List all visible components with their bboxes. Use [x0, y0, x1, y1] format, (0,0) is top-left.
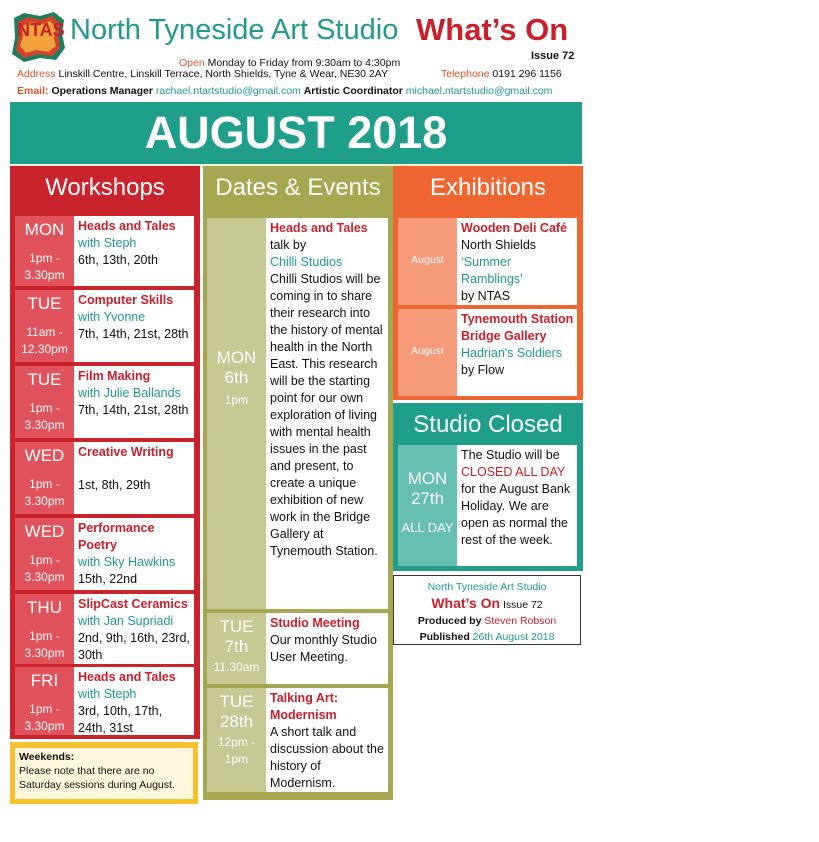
closed-text: The Studio will be CLOSED ALL DAY for the August Bank Holiday. We are open as normal the rest of the week. [461, 448, 571, 547]
ops-manager-label: Operations Manager [51, 85, 153, 97]
event-text: Studio Meeting Our monthly Studio User Meeting. [270, 616, 377, 664]
events-column [203, 166, 393, 800]
studio-name: North Tyneside Art Studio [70, 14, 399, 46]
address-label: Address [17, 68, 56, 80]
telephone-text: 0191 296 1156 [492, 68, 562, 80]
event-card [207, 218, 388, 609]
workshop-day: THU 1pm - 3.30pm [15, 594, 74, 664]
open-label: Open [179, 57, 205, 69]
workshop-day: TUE 1pm - 3.30pm [15, 366, 74, 438]
workshop-day: TUE 11am - 12.30pm [15, 290, 74, 362]
exhibitions-column [393, 166, 583, 400]
telephone-line [441, 68, 562, 80]
workshop-card [15, 594, 194, 664]
whats-on-title: What’s On [416, 12, 569, 47]
workshop-text: SlipCast Ceramics with Jan Supriadi 2nd, 9th, 16th, 23rd, 30th [78, 597, 190, 662]
exhibition-card [398, 309, 577, 396]
workshop-day: FRI 1pm - 3.30pm [15, 667, 74, 735]
workshop-text: Creative Writing 1st, 8th, 29th [78, 445, 174, 492]
workshops-column [10, 166, 200, 739]
event-card [207, 613, 388, 684]
closed-card [398, 445, 577, 566]
events-title: Dates & Events [215, 174, 381, 201]
credit-studio: North Tyneside Art Studio [427, 581, 547, 593]
credit-published-label: Published [419, 631, 470, 643]
exhibition-month: August [398, 309, 457, 396]
credit-produced-label: Produced by [417, 615, 482, 627]
ntas-logo [10, 12, 66, 62]
credit-box [393, 575, 581, 645]
email-line [17, 85, 552, 97]
exhibition-text: Wooden Deli Café North Shields ‘Summer Ramblings’ by NTAS [461, 221, 568, 303]
closed-day: MON 27th ALL DAY [398, 445, 457, 566]
exhibition-text: Tynemouth Station Bridge Gallery Hadrian's Soldiers by Flow [461, 312, 574, 377]
event-day: MON 6th 1pm [207, 218, 266, 609]
studio-closed-title: Studio Closed [413, 411, 563, 438]
workshop-day: MON 1pm - 3.30pm [15, 216, 74, 286]
event-card [207, 688, 388, 792]
workshop-text: Film Making with Julie Ballands 7th, 14th, 21st, 28th [78, 369, 189, 417]
workshop-card [15, 290, 194, 362]
artistic-label: Artistic Coordinator [303, 85, 403, 97]
workshop-card [15, 442, 194, 514]
address-text: Linskill Centre, Linskill Terrace, North Shields, Tyne & Wear, NE30 2AY [58, 68, 388, 80]
weekends-notice [10, 742, 198, 804]
logo-letters-top: NTAS [17, 20, 65, 40]
exhibitions-title: Exhibitions [429, 174, 547, 201]
workshop-day: WED 1pm - 3.30pm [15, 518, 74, 590]
issue-number: Issue 72 [531, 50, 575, 62]
studio-closed-panel [393, 403, 583, 571]
artistic-email[interactable]: michael.ntartstudio@gmail.com [405, 85, 553, 97]
credit-produced-name: Steven Robson [484, 615, 557, 627]
workshop-card [15, 366, 194, 438]
workshop-text: Performance Poetry with Sky Hawkins 15th, 22nd [78, 521, 176, 586]
weekends-text: Please note that there are no Saturday sessions during August. [19, 765, 175, 791]
address-line [17, 68, 388, 80]
credit-whats-on: What’s On [431, 595, 501, 611]
weekends-title: Weekends: [19, 751, 75, 763]
workshop-text: Heads and Tales with Steph 6th, 13th, 20th [78, 219, 176, 267]
event-day: TUE 7th 11.30am [207, 613, 266, 684]
workshop-text: Computer Skills with Yvonne 7th, 14th, 21st, 28th [78, 293, 189, 341]
credit-issue: Issue 72 [502, 599, 543, 611]
workshop-card [15, 216, 194, 286]
telephone-label: Telephone [441, 68, 490, 80]
event-day: TUE 28th 12pm - 1pm [207, 688, 266, 792]
month-banner: AUGUST 2018 [10, 102, 582, 164]
exhibition-month: August [398, 218, 457, 305]
event-text: Talking Art: Modernism A short talk and discussion about the history of Modernism. [270, 691, 384, 790]
credit-published-date: 26th August 2018 [472, 631, 555, 643]
workshop-card [15, 518, 194, 590]
workshops-title: Workshops [45, 174, 165, 201]
email-label: Email: [17, 85, 49, 97]
workshop-day: WED 1pm - 3.30pm [15, 442, 74, 514]
workshop-card [15, 667, 194, 735]
open-text: Monday to Friday from 9:30am to 4:30pm [207, 57, 401, 69]
event-text: Heads and Tales talk by Chilli Studios Chilli Studios will be coming in to share their research into the history of mental health in the North East. This research will be the starting point for our own exploration of living with mental health issues in the past and present, to create a unique exhibition of new work in the Bridge Gallery at Tynemouth Station. [270, 221, 383, 558]
workshop-text: Heads and Tales with Steph 3rd, 10th, 17th, 24th, 31st [78, 670, 176, 735]
exhibition-card [398, 218, 577, 305]
ops-manager-email[interactable]: rachael.ntartstudio@gmail.com [155, 85, 301, 97]
